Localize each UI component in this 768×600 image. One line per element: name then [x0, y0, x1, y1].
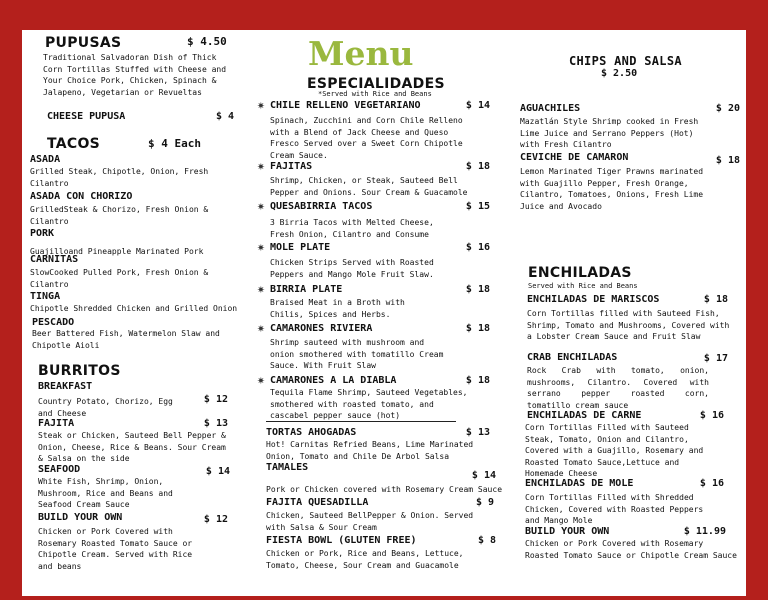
- star-icon: ✷: [257, 373, 265, 388]
- cheese-pupusa-price: $ 4: [215, 111, 234, 122]
- especialidad-description: Braised Meat in a Broth with Chilis, Spices and Herbs.: [270, 298, 405, 319]
- burrito-description: Steak or Chicken, Sauteed Bell Pepper & Onion, Cheese, Rice & Beans. Sour Cream & Salsa on the side: [38, 431, 226, 463]
- entree-name: FIESTA BOWL (GLUTEN FREE): [266, 535, 417, 546]
- burrito-name: FAJITA: [38, 418, 75, 429]
- pupusas-heading: PUPUSAS: [45, 35, 122, 51]
- especialidades-heading: ESPECIALIDADES: [307, 76, 445, 92]
- burrito-price: $ 12: [203, 394, 228, 405]
- especialidad-description: 3 Birria Tacos with Melted Cheese, Fresh Onion, Cilantro and Consume: [270, 218, 434, 239]
- entree-description: Pork or Chicken covered with Rosemary Cream Sauce: [266, 485, 503, 494]
- burrito-price: $ 13: [203, 418, 228, 429]
- burrito-description: Country Potato, Chorizo, Egg and Cheese: [38, 397, 173, 418]
- entree-name: TAMALES: [266, 462, 309, 473]
- entree-description: Chicken, Sauteed BellPepper & Onion. Served with Salsa & Sour Cream: [266, 511, 474, 532]
- enchilada-name: CRAB ENCHILADAS: [527, 352, 618, 363]
- especialidad-price: $ 18: [465, 284, 490, 295]
- section-divider: [266, 421, 456, 422]
- star-icon: ✷: [257, 321, 265, 336]
- enchilada-description: Chicken or Pork Covered with Rosemary Roasted Tomato Sauce or Chipotle Cream Sauce: [525, 539, 737, 560]
- burrito-name: SEAFOOD: [38, 464, 81, 475]
- taco-name: PORK: [30, 228, 55, 239]
- especialidad-name: MOLE PLATE: [270, 242, 331, 253]
- especialidad-price: $ 18: [465, 375, 490, 386]
- enchilada-description: Corn Tortillas Filled with Sauteed Steak, Tomato, Onion and Cilantro, Covered with a Guajillo, Rosemary and Roasted Tomato Sauce,Lettuce and Homemade Cheese: [525, 423, 704, 478]
- menu-sheet: [22, 30, 746, 596]
- seafood-price: $ 20: [715, 103, 740, 114]
- taco-name: ASADA CON CHORIZO: [30, 191, 133, 202]
- chips-heading: CHIPS AND SALSA: [569, 54, 682, 68]
- seafood-price: $ 18: [715, 155, 740, 166]
- especialidades-note: *Served with Rice and Beans: [318, 90, 432, 98]
- tacos-price: $ 4 Each: [148, 137, 201, 150]
- star-icon: ✷: [257, 282, 265, 297]
- enchiladas-heading: ENCHILADAS: [528, 265, 632, 281]
- especialidad-price: $ 18: [465, 323, 490, 334]
- burrito-name: BUILD YOUR OWN: [38, 512, 123, 523]
- especialidad-description: Tequila Flame Shrimp, Sauteed Vegetables, smothered with roasted tomato, and cascabel pepper sauce (hot): [270, 388, 468, 420]
- entree-price: $ 14: [471, 470, 496, 481]
- burrito-price: $ 12: [203, 514, 228, 525]
- especialidad-price: $ 16: [465, 242, 490, 253]
- star-icon: ✷: [257, 199, 265, 214]
- enchilada-name: ENCHILADAS DE MOLE: [525, 478, 634, 489]
- entree-description: Chicken or Pork, Rice and Beans, Lettuce, Tomato, Cheese, Sour Cream and Guacamole: [266, 549, 464, 570]
- enchilada-price: $ 11.99: [683, 526, 726, 537]
- star-icon: ✷: [257, 98, 265, 113]
- enchilada-description: Corn Tortillas Filled with Shredded Chicken, Covered with Roasted Peppers and Mango Mole: [525, 493, 704, 525]
- especialidad-description: Shrimp sauteed with mushroom and onion smothered with tomatillo Cream Sauce. With Fruit Slaw: [270, 338, 444, 370]
- entree-name: FAJITA QUESADILLA: [266, 497, 369, 508]
- especialidad-name: CAMARONES A LA DIABLA: [270, 375, 397, 386]
- menu-title: Menu: [308, 34, 414, 73]
- star-icon: ✷: [257, 159, 265, 174]
- especialidad-description: Shrimp, Chicken, or Steak, Sauteed Bell Pepper and Onions. Sour Cream & Guacamole: [270, 176, 468, 197]
- especialidad-price: $ 14: [465, 100, 490, 111]
- taco-name: PESCADO: [32, 317, 75, 328]
- taco-description: Grilled Steak, Chipotle, Onion, Fresh Cilantro: [30, 167, 209, 188]
- enchilada-description: Corn Tortillas filled with Sauteed Fish, Shrimp, Tomato and Mushrooms, Covered with a Lobster Cream Sauce and Fruit Slaw: [527, 309, 730, 341]
- entree-name: TORTAS AHOGADAS: [266, 427, 357, 438]
- especialidad-price: $ 18: [465, 161, 490, 172]
- taco-name: ASADA: [30, 154, 61, 165]
- enchilada-price: $ 16: [699, 478, 724, 489]
- entree-price: $ 13: [465, 427, 490, 438]
- burrito-description: Chicken or Pork Covered with Rosemary Roasted Tomato Sauce or Chipotle Cream. Served with Rice and beans: [38, 527, 193, 571]
- enchilada-price: $ 18: [703, 294, 728, 305]
- entree-price: $ 8: [477, 535, 496, 546]
- especialidad-description: Spinach, Zucchini and Corn Chile Relleno with a Blend of Jack Cheese and Queso Fresco Served over a Sweet Corn Chipotle Cream Sauce.: [270, 116, 463, 160]
- enchiladas-note: Served with Rice and Beans: [528, 282, 638, 290]
- especialidad-name: CAMARONES RIVIERA: [270, 323, 373, 334]
- burrito-price: $ 14: [205, 466, 230, 477]
- pupusas-price: $ 4.50: [187, 35, 227, 48]
- enchilada-name: BUILD YOUR OWN: [525, 526, 610, 537]
- taco-description: SlowCooked Pulled Pork, Fresh Onion & Cilantro: [30, 268, 209, 289]
- taco-description: Chipotle Shredded Chicken and Grilled Onion: [30, 304, 238, 313]
- burrito-description: White Fish, Shrimp, Onion, Mushroom, Rice and Beans and Seafood Cream Sauce: [38, 477, 173, 509]
- seafood-description: Lemon Marinated Tiger Prawns marinated with Guajillo Pepper, Fresh Orange, Cilantro, Tomatoes, Onions, Fresh Lime Juice and Avocado: [520, 167, 704, 211]
- especialidad-description: Chicken Strips Served with Roasted Peppers and Mango Mole Fruit Slaw.: [270, 258, 434, 279]
- pupusas-description: Traditional Salvadoran Dish of Thick Corn Tortillas Stuffed with Cheese and Your Choice Pork, Chicken, Spinach & Jalapeno, Vegetarian or Revueltas: [43, 53, 227, 97]
- tacos-heading: TACOS: [47, 136, 101, 152]
- enchilada-name: ENCHILADAS DE CARNE: [527, 410, 642, 421]
- taco-description: Guajilloand Pineapple Marinated Pork: [30, 247, 204, 256]
- seafood-name: CEVICHE DE CAMARON: [520, 152, 629, 163]
- chips-price: $ 2.50: [601, 68, 638, 79]
- enchilada-price: $ 16: [699, 410, 724, 421]
- entree-price: $ 9: [475, 497, 494, 508]
- taco-name: CARNITAS: [30, 254, 79, 265]
- entree-description: Hot! Carnitas Refried Beans, Lime Marinated Onion, Tomato and Chile De Arbol Salsa: [266, 440, 474, 461]
- taco-name: TINGA: [30, 291, 61, 302]
- seafood-description: Mazatlán Style Shrimp cooked in Fresh Lime Juice and Serrano Peppers (Hot) with Fresh Cilantro: [520, 117, 699, 149]
- enchilada-price: $ 17: [703, 353, 728, 364]
- especialidad-price: $ 15: [465, 201, 490, 212]
- seafood-name: AGUACHILES: [520, 103, 581, 114]
- especialidad-name: QUESABIRRIA TACOS: [270, 201, 373, 212]
- taco-description: GrilledSteak & Chorizo, Fresh Onion & Cilantro: [30, 205, 209, 226]
- enchilada-name: ENCHILADAS DE MARISCOS: [527, 294, 660, 305]
- especialidad-name: BIRRIA PLATE: [270, 284, 343, 295]
- enchilada-description: Rock Crab with tomato, onion, mushrooms, Cilantro. Covered with serrano pepper roasted corn, tomatillo cream sauce: [527, 366, 709, 410]
- star-icon: ✷: [257, 240, 265, 255]
- taco-description: Beer Battered Fish, Watermelon Slaw and Chipotle Aioli: [32, 329, 220, 350]
- burritos-heading: BURRITOS: [38, 363, 121, 379]
- cheese-pupusa-name: CHEESE PUPUSA: [47, 111, 126, 122]
- especialidad-name: CHILE RELLENO VEGETARIANO: [270, 100, 421, 111]
- especialidad-name: FAJITAS: [270, 161, 313, 172]
- burrito-name: BREAKFAST: [38, 381, 93, 392]
